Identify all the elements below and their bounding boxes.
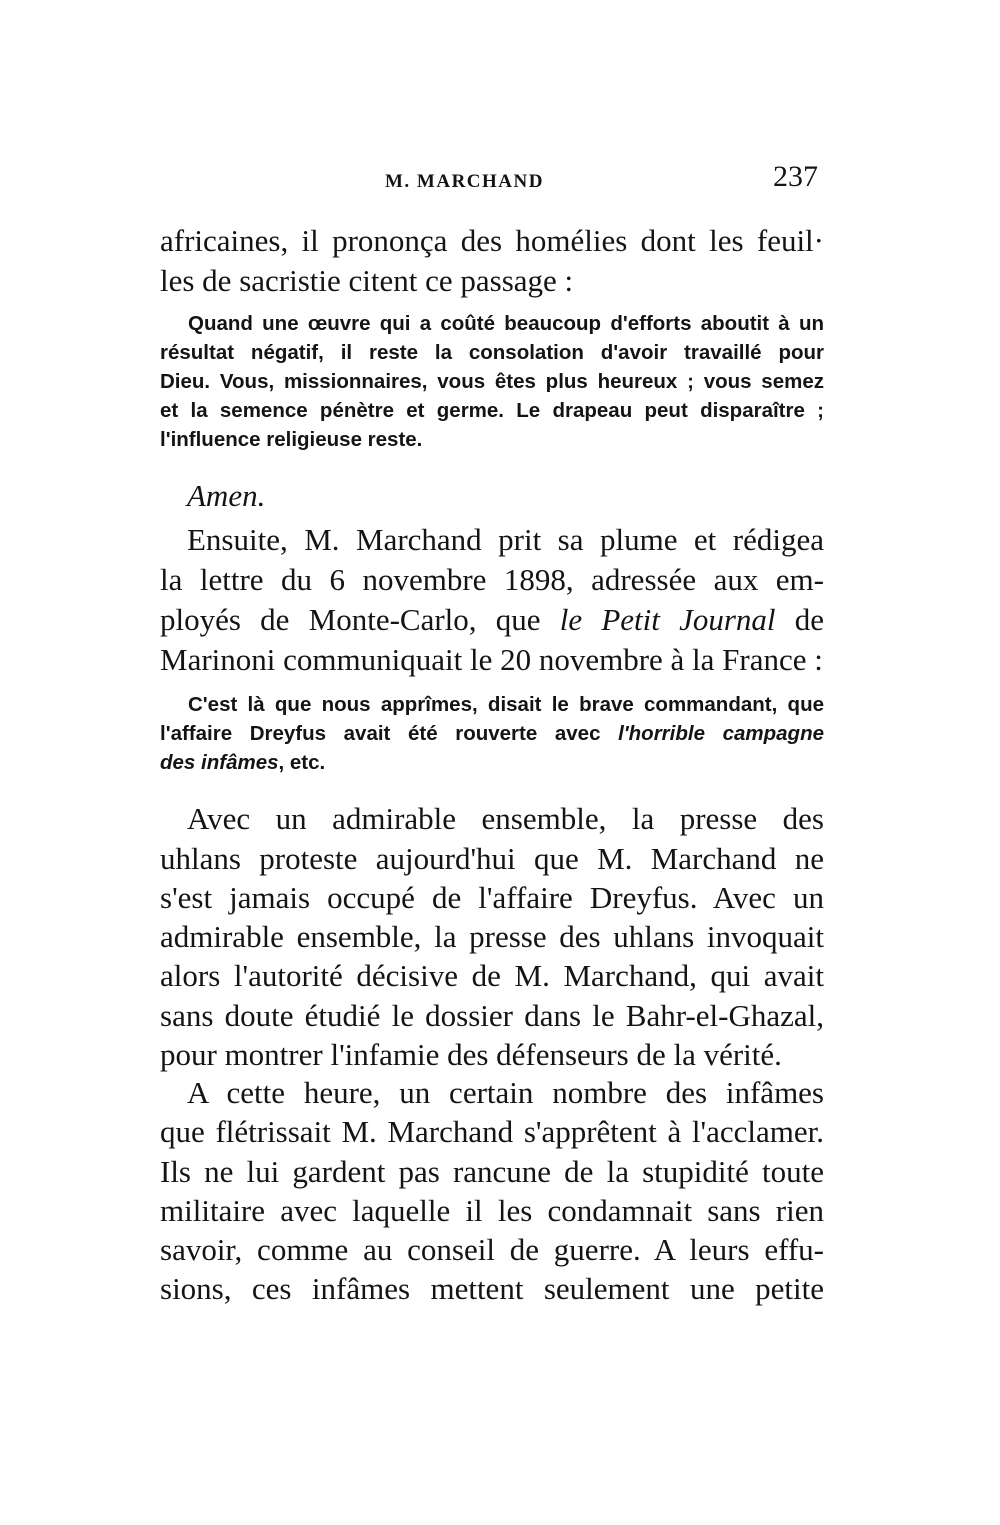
text-run: l'affaire Dreyfus avait été rouverte avec [160, 722, 619, 745]
page-number: 237 [773, 160, 818, 193]
paragraph-line: Marinoni communiquait le 20 novembre à la France : [160, 642, 823, 677]
paragraph-line: les de sacristie citent ce passage : [160, 263, 574, 298]
paragraph-line: Avec un admirable ensemble, la presse des [187, 801, 824, 836]
paragraph-line: Ils ne lui gardent pas rancune de la stupidité toute [160, 1154, 824, 1189]
italic-run: des infâmes [160, 751, 279, 774]
paragraph-line: A cette heure, un certain nombre des infâmes [187, 1075, 824, 1110]
paragraph-line: la lettre du 6 novembre 1898, adressée aux em- [160, 562, 824, 597]
quote-line: et la semence pénètre et germe. Le drapeau peut disparaître ; [160, 399, 824, 422]
paragraph-line: admirable ensemble, la presse des uhlans invoquait [160, 919, 824, 954]
paragraph-line: s'est jamais occupé de l'affaire Dreyfus. Avec un [160, 880, 824, 915]
text-run: , etc. [278, 751, 326, 774]
quote-line [160, 748, 824, 778]
amen-line: Amen. [187, 478, 266, 513]
paragraph-line: pour montrer l'infamie des défenseurs de la vérité. [160, 1037, 782, 1072]
paragraph-line: savoir, comme au conseil de guerre. A leurs effu- [160, 1232, 824, 1267]
italic-run: l'horrible campagne [618, 722, 824, 745]
paragraph-line: que flétrissait M. Marchand s'apprêtent à l'acclamer. [160, 1114, 824, 1149]
paragraph-line: alors l'autorité décisive de M. Marchand, qui avait [160, 958, 824, 993]
running-title: M. MARCHAND [385, 171, 544, 192]
text-run: ployés de Monte-Carlo, que [160, 602, 560, 637]
quote-line: résultat négatif, il reste la consolation d'avoir travaillé pour [160, 341, 824, 364]
paragraph-line: uhlans proteste aujourd'hui que M. Marchand ne [160, 841, 824, 876]
paragraph-line: Ensuite, M. Marchand prit sa plume et rédigea [187, 522, 824, 557]
paragraph-line [160, 601, 824, 639]
quote-line: Dieu. Vous, missionnaires, vous êtes plus heureux ; vous semez [160, 370, 824, 393]
quote-line: C'est là que nous apprîmes, disait le brave commandant, que [188, 693, 824, 716]
newspaper-title: le Petit Journal [559, 602, 776, 637]
paragraph-line: africaines, il prononça des homélies dont les feuil· [160, 223, 824, 258]
paragraph-line: sions, ces infâmes mettent seulement une petite [160, 1271, 824, 1306]
quote-line [160, 719, 824, 749]
paragraph-line: sans doute étudié le dossier dans le Bahr-el-Ghazal, [160, 998, 824, 1033]
text-run: de [775, 602, 825, 637]
quote-line: Quand une œuvre qui a coûté beaucoup d'efforts aboutit à un [188, 312, 824, 335]
paragraph-line: militaire avec laquelle il les condamnait sans rien [160, 1193, 824, 1228]
quote-line: l'influence religieuse reste. [160, 428, 423, 451]
